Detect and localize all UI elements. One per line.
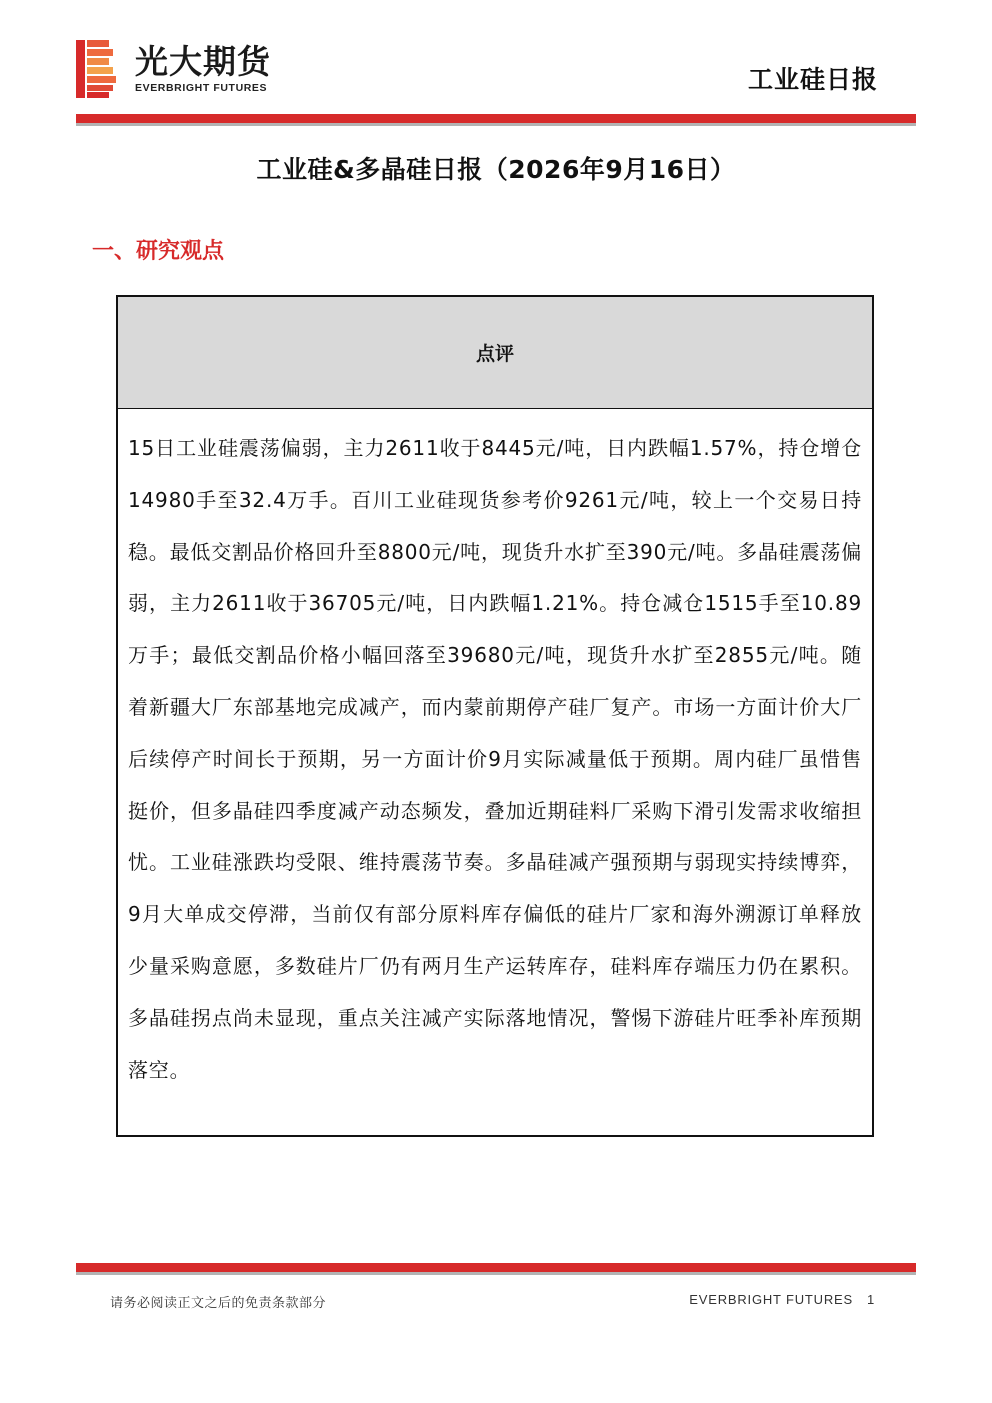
section-heading: 一、研究观点 (92, 239, 225, 264)
report-type: 工业硅日报 (747, 65, 878, 94)
review-body: 15日工业硅震荡偏弱，主力2611收于8445元/吨，日内跌幅1.57%，持仓增仓14980手至32.4万手。百川工业硅现货参考价9261元/吨，较上一个交易日持稳。最低交割品价格回升至8800元/吨，现货升水扩至390元/吨。多晶硅震荡偏弱，主力2611收于36705元/吨，日内跌幅1.21%。持仓减仓1515手至10.89万手；最低交割品价格小幅回落至39680元/吨，现货升水扩至2855元/吨。随着新疆大厂东部基地完成减产，而内蒙前期停产硅厂复产。市场一方面计价大厂后续停产时间长于预期，另一方面计价9月实际减量低于预期。周内硅厂虽惜售挺价，但多晶硅四季度减产动态频发，叠加近期硅料厂采购下滑引发需求收缩担忧。工业硅涨跌均受限、维持震荡节奏。多晶硅减产强预期与弱现实持续博弈，9月大单成交停滞，当前仅有部分原料库存偏低的硅片厂家和海外溯源订单释放少量采购意愿，多数硅片厂仍有两月生产运转库存，硅料库存端压力仍在累积。多晶硅拐点尚未显现，重点关注减产实际落地情况，警惕下游硅片旺季补库预期落空。 (128, 436, 862, 1082)
footer-divider (76, 1263, 916, 1275)
brand-name-cn: 光大期货 (135, 42, 271, 81)
footer-disclaimer: 请务必阅读正文之后的免责条款部分 (110, 1296, 327, 1311)
everbright-logo-icon (76, 40, 116, 98)
document-title: 工业硅&多晶硅日报（2026年9月16日） (256, 155, 736, 184)
review-header: 点评 (118, 297, 872, 409)
review-table (116, 295, 874, 1137)
footer-company-page (689, 1292, 875, 1307)
footer-company: EVERBRIGHT FUTURES (689, 1292, 853, 1307)
brand-name-en: EVERBRIGHT FUTURES (135, 82, 268, 94)
page-number: 1 (866, 1292, 875, 1307)
header-divider (76, 114, 916, 126)
